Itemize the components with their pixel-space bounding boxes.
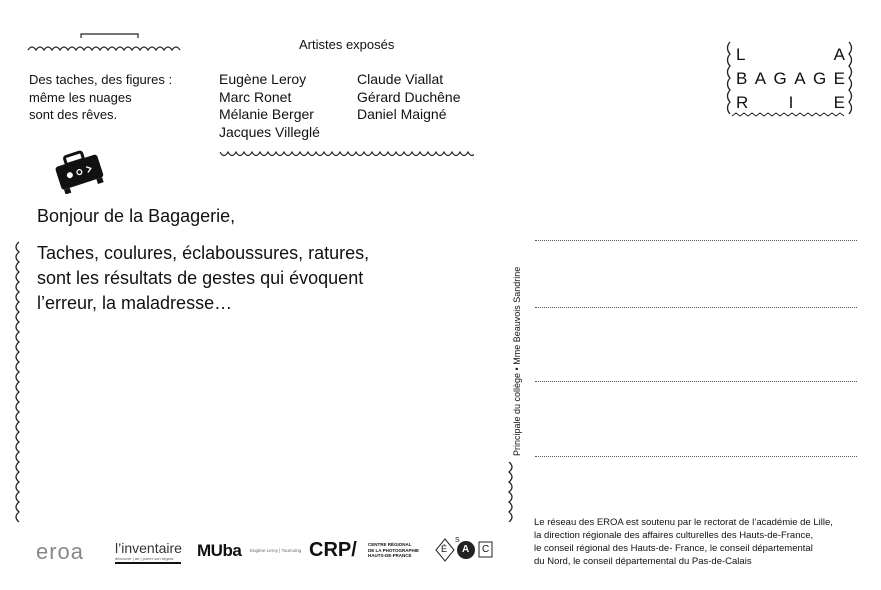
intro-line: sont des rêves. [29,107,118,122]
esac-letter: É [441,544,448,554]
artists-title: Artistes exposés [299,37,395,52]
address-line [535,240,857,241]
recipient-vertical-label [499,240,522,456]
greeting: Bonjour de la Bagagerie, [37,206,236,226]
la-bagagerie-logo [722,40,857,118]
credits [534,516,833,568]
wavy-border-left [12,240,26,524]
logo-letter: A [794,69,807,88]
intro-text [29,71,172,124]
logo-letter: A [833,45,846,64]
suitcase-icon [48,148,112,194]
muba-logo: MUba [197,541,242,560]
wavy-divider [503,460,517,522]
logo-letter: E [833,69,846,88]
muba-tagline: Eugène Leroy | Tourcoing [250,548,302,553]
artist-name: Mélanie Berger [219,106,314,122]
artist-name: Claude Viallat [357,71,444,87]
intro-line: même les nuages [29,89,132,105]
message-line: sont les résultats de gestes qui évoquent [37,268,364,288]
artist-name: Jacques Villeglé [219,123,320,140]
address-line [535,456,857,457]
esac-letter: S [455,537,460,544]
artists-column-2 [357,71,461,124]
esac-logo [434,537,494,563]
logo-letter: E [833,93,846,112]
inventaire-logo [115,540,182,564]
inventaire-underline [115,562,181,564]
logo-letter: R [736,93,750,112]
logo-letter: L [736,45,747,64]
crp-tagline-line: HAUTS-DE-FRANCE [368,553,412,558]
logo-row-1 [736,45,846,65]
esac-letter: A [462,544,470,555]
artist-name: Eugène Leroy [219,71,307,87]
crp-tagline [368,542,419,559]
credit-line: du Nord, le conseil départemental du Pas-de-Calais [534,556,752,567]
message-line: l’erreur, la maladresse… [37,293,233,313]
esac-letter: C [482,544,490,555]
crp-tagline-line: CENTRE RÉGIONAL [368,542,412,547]
logo-letter: I [788,93,795,112]
intro-line: Des taches, des figures : [29,72,173,87]
message-body [37,241,369,316]
logo-letter: B [736,69,749,88]
artist-name: Daniel Maigné [357,106,447,122]
artist-name: Gérard Duchêne [357,88,461,105]
credit-line: Le réseau des EROA est soutenu par le rectorat de l’académie de Lille, [534,517,833,528]
logo-row-3 [736,93,846,113]
address-line [535,381,857,382]
message-line: Taches, coulures, éclaboussures, ratures, [37,243,370,263]
inventaire-name: l’inventaire [115,540,182,556]
inventaire-tagline: découvrir | art | porter son regard [115,556,174,561]
eroa-logo: eroa [36,539,85,564]
address-line [535,307,857,308]
logo-letter: A [754,69,768,88]
artist-name: Marc Ronet [219,88,292,105]
credit-line: la direction régionale des affaires culturelles des Hauts-de-France, [534,530,814,541]
artists-column-1 [219,71,320,141]
wavy-line-artists [218,148,474,162]
logo-letter: G [773,69,788,88]
credit-line: le conseil régional des Hauts-de- France, le conseil départemental [534,543,813,554]
logo-row-2 [736,69,846,89]
logo-letter: G [812,69,828,88]
crp-logo: CRP/ [309,539,357,561]
recipient-name: Principale du collège • Mme Beauvois Sandrine [512,266,522,456]
crp-tagline-line: DE LA PHOTOGRAPHIE [368,547,420,553]
wavy-line-top-left [26,30,186,54]
